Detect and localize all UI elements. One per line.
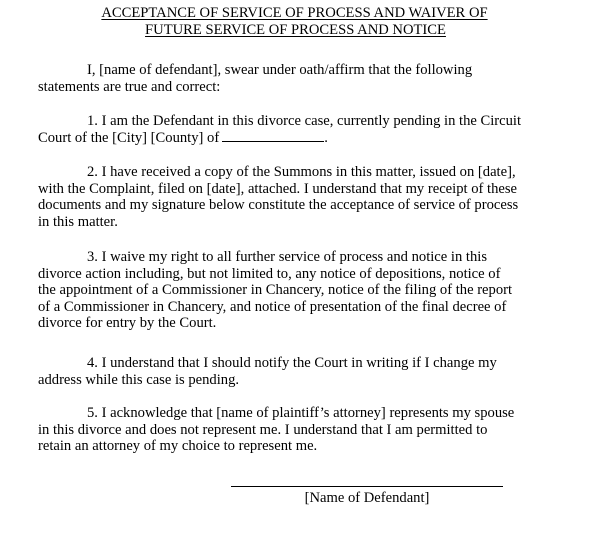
paragraph-line (38, 130, 573, 147)
paragraph-5 (38, 405, 573, 455)
document-title-line-1: ACCEPTANCE OF SERVICE OF PROCESS AND WAIVER OF (101, 5, 488, 21)
paragraph-line: of a Commissioner in Chancery, and notice of presentation of the final decree of (38, 298, 507, 315)
paragraph-line: 1. I am the Defendant in this divorce case, currently pending in the Circuit (87, 113, 522, 129)
paragraph-line: divorce for entry by the Court. (38, 315, 217, 332)
paragraph-line: in this matter. (38, 213, 118, 230)
paragraph-3 (38, 249, 573, 332)
intro-paragraph (38, 62, 573, 95)
paragraph-line: 2. I have received a copy of the Summons in this matter, issued on [date], (87, 164, 516, 180)
paragraph-line: retain an attorney of my choice to represent me. (38, 438, 318, 455)
signature-name-label: [Name of Defendant] (304, 490, 430, 506)
paragraph-line: divorce action including, but not limited to, any notice of depositions, notice of (38, 265, 501, 282)
paragraph-line-end: . (324, 129, 328, 146)
document-title-line-2: FUTURE SERVICE OF PROCESS AND NOTICE (145, 22, 446, 38)
paragraph-line: 4. I understand that I should notify the Court in writing if I change my (87, 355, 497, 371)
paragraph-line: 5. I acknowledge that [name of plaintiff’s attorney] represents my spouse (87, 405, 515, 421)
paragraph-line: the appointment of a Commissioner in Chancery, notice of the filing of the report (38, 282, 513, 299)
paragraph-line: with the Complaint, filed on [date], attached. I understand that my receipt of these (38, 180, 518, 197)
paragraph-2 (38, 164, 573, 230)
paragraph-line: in this divorce and does not represent me. I understand that I am permitted to (38, 421, 488, 438)
paragraph-1 (38, 113, 573, 146)
paragraph-line: documents and my signature below constitute the acceptance of service of process (38, 197, 519, 214)
paragraph-4 (38, 355, 573, 388)
paragraph-line: 3. I waive my right to all further service of process and notice in this (87, 249, 487, 265)
paragraph-line-text: Court of the [City] [County] of (38, 129, 220, 146)
intro-line: statements are true and correct: (38, 78, 221, 95)
county-blank-line (222, 130, 324, 142)
paragraph-line: address while this case is pending. (38, 371, 240, 388)
signature-line (231, 486, 503, 487)
intro-line: I, [name of defendant], swear under oath/affirm that the following (87, 62, 473, 78)
